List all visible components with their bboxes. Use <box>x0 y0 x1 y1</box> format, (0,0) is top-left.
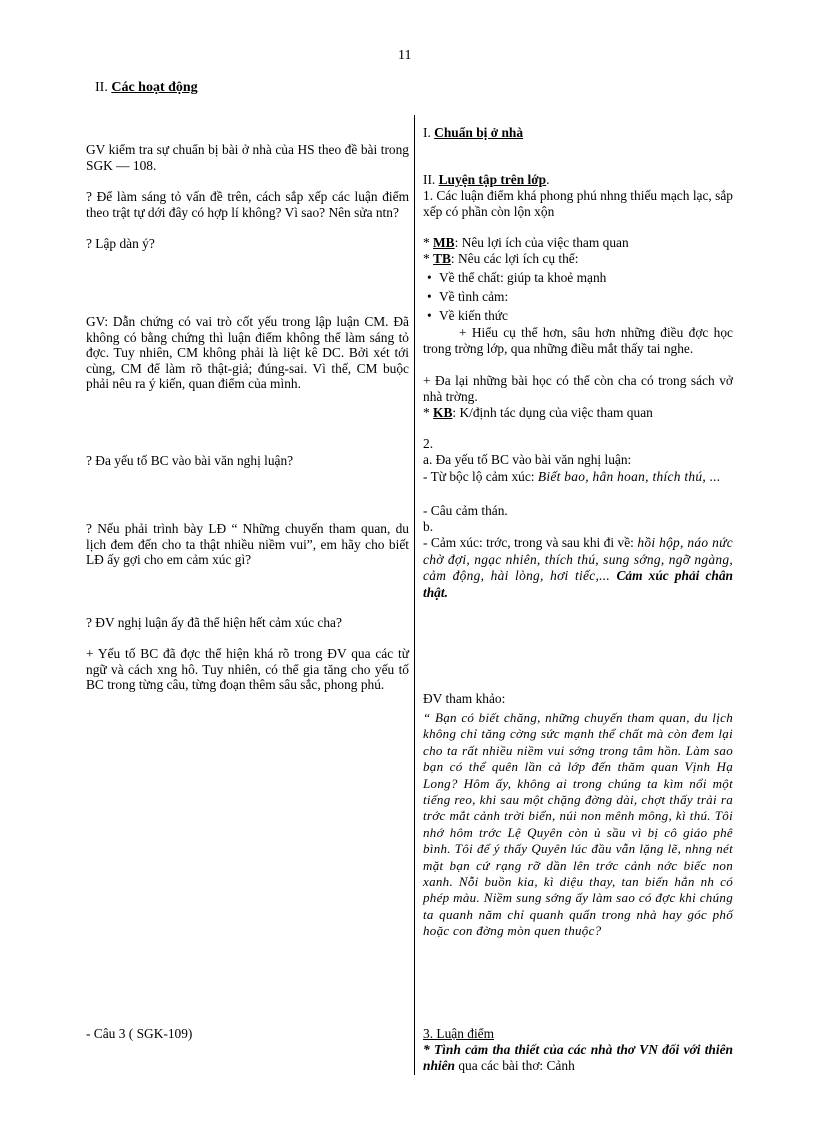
item-3-star: * <box>423 1042 434 1057</box>
left-block-5: ? Nếu phải trình bày LĐ “ Những chuyến tham quan, du lịch đem đến cho ta thật nhiều niềm vui”, em hãy cho biết LĐ ấy gợi cho em cảm xúc gì? <box>86 521 409 567</box>
bullet-dot-icon: • <box>427 270 432 285</box>
item-3-heading-text: 3. Luận điểm <box>423 1026 495 1041</box>
heading-2-title: Luyện tập trên lớp <box>438 172 547 187</box>
kb-label: KB <box>433 405 453 420</box>
mb-label: MB <box>433 235 455 250</box>
mb-text: : Nêu lợi ích của việc tham quan <box>454 235 629 250</box>
bullet-dot-icon: • <box>427 289 432 304</box>
item-a-1 <box>423 468 733 485</box>
mb-star: * <box>423 235 434 250</box>
heading-2-prefix: II. <box>423 172 439 187</box>
heading-2-suffix: . <box>546 172 550 187</box>
item-3-bold: Tình cảm tha thiết của các nhà thơ VN đối với thiên nhiên <box>423 1042 733 1073</box>
bullet-text: Về thể chất: giúp ta khoẻ mạnh <box>439 270 607 285</box>
left-block-2-outline: ? Lập dàn ý? <box>86 236 155 251</box>
mb-line <box>423 235 733 251</box>
item-b-1-conclusion: Cảm xúc phải chân thật. <box>423 568 734 600</box>
left-block-3: GV: Dẫn chứng có vai trò cốt yếu trong lập luận CM. Đã không có bằng chứng thì luận điểm không thể làm sáng tỏ đợc. Tuy nhiên, CM không phải là liệt kê DC. Bởi xét tới cùng, CM để làm rõ thật-giả; đúng-sai. Vì thế, CM buộc phải nêu ra ý kiến, quan điểm của mình. <box>86 314 409 391</box>
plus-item-1-text: + Hiểu cụ thể hơn, sâu hơn những điều đợc học trong trờng lớp, qua những điều mắt thấy tai nghe. <box>423 325 733 356</box>
left-block-2-question: ? Để làm sáng tỏ vấn đề trên, cách sắp xếp các luận điểm theo trật tự dới đây có hợp lí không? Vì sao? Nên sửa ntn? <box>86 189 409 220</box>
heading-1-title: Chuẩn bị ở nhà <box>434 125 524 140</box>
right-heading-1 <box>423 125 733 141</box>
left-block-6-answer: + Yếu tố BC đã đợc thể hiện khá rõ trong ĐV qua các từ ngữ và cách xng hô. Tuy nhiên, có thể gia tăng cho yếu tố BC trong từng câu, từng đoạn thêm sâu sắc, phong phú. <box>86 646 409 692</box>
bullet-text: Về tình cảm: <box>439 289 509 304</box>
item-b-1-prefix: - Cảm xúc: trớc, trong và sau khi đi về: <box>423 535 638 550</box>
item-a-1-prefix: - Từ bộc lộ cảm xúc: <box>423 469 538 484</box>
left-block-1: GV kiểm tra sự chuẩn bị bài ở nhà của HS theo đề bài trong SGK — 108. <box>86 142 409 173</box>
left-block-7: - Câu 3 ( SGK-109) <box>86 1026 193 1041</box>
tb-bullet-list <box>423 268 733 325</box>
item-3-body <box>423 1042 733 1073</box>
kb-text: : K/định tác dụng của việc tham quan <box>452 405 653 420</box>
bullet-text: Về kiến thức <box>439 308 508 323</box>
item-3-heading <box>423 1026 733 1042</box>
page-number: 11 <box>398 48 412 63</box>
heading-1-prefix: I. <box>423 125 435 140</box>
right-point-1: 1. Các luận điểm khá phong phú nhng thiếu mạch lạc, sắp xếp có phần còn lộn xộn <box>423 188 733 219</box>
right-heading-2 <box>423 172 733 188</box>
item-b-1 <box>423 535 733 601</box>
section-heading <box>95 80 198 96</box>
tb-star: * <box>423 251 434 266</box>
column-divider <box>414 115 415 1075</box>
bullet-item <box>423 287 733 306</box>
kb-line <box>423 405 733 421</box>
tb-text: : Nêu các lợi ích cụ thể: <box>450 251 579 266</box>
item-b-1-examples: hồi hộp, náo nức chờ đợi, ngạc nhiên, thích thú, sung sớng, ngỡ ngàng, cảm động, hài lòng, hơi tiếc,... <box>423 535 733 583</box>
left-block-4: ? Đa yếu tố BC vào bài văn nghị luận? <box>86 453 294 468</box>
item-b-heading: b. <box>423 519 434 534</box>
plus-item-2 <box>423 373 733 404</box>
item-2-number: 2. <box>423 436 434 451</box>
tb-line <box>423 251 733 267</box>
plus-item-2-text: + Đa lại những bài học có thể còn cha có trong sách vở nhà trờng. <box>423 373 733 404</box>
section-prefix: II. <box>95 80 112 95</box>
bullet-dot-icon: • <box>427 308 432 323</box>
item-a-1-examples: Biết bao, hân hoan, thích thú, ... <box>537 469 721 484</box>
kb-star: * <box>423 405 434 420</box>
bullet-item <box>423 268 733 287</box>
item-3-tail: qua các bài thơ: Cảnh <box>455 1057 575 1073</box>
dv-label: ĐV tham khảo: <box>423 691 506 706</box>
item-a-heading: a. Đa yếu tố BC vào bài văn nghị luận: <box>423 452 632 467</box>
section-title: Các hoạt động <box>111 80 198 95</box>
left-block-6-question: ? ĐV nghị luận ấy đã thể hiện hết cảm xúc cha? <box>86 615 342 630</box>
bullet-item <box>423 306 733 325</box>
plus-item-1 <box>423 325 733 356</box>
item-a-2: - Câu cảm thán. <box>423 503 508 518</box>
tb-label: TB <box>433 251 451 266</box>
dv-reference-text: “ Bạn có biết chăng, những chuyến tham quan, du lịch không chỉ tăng cờng sức mạnh thể chất mà còn đem lại cho ta rất nhiều niềm vui sớng trong tâm hồn. Làm sao bạn có thể quên lần cả lớp đến thăm quan Vịnh Hạ Long? Hôm ấy, không ai trong chúng ta kìm nổi một tiếng reo, khi sau một chặng đờng dài, chợt thấy trải ra trớc mắt cảnh trời biển, núi non mênh mông, kì thú. Tôi nhớ hôm trớc Lệ Quyên còn ủ sầu vì bị cô giáo phê bình. Tôi để ý thấy Quyên lúc đầu vẫn lặng lẽ, nhng nét mặt bạn cứ rạng rỡ dần lên trớc cảnh nớc biếc non xanh. Nỗi buồn kia, kì diệu thay, tan biến hẳn nh có phép màu. Niềm sung sớng ấy làm sao có đợc khi chúng ta quanh năm chỉ quanh quẩn trong nhà hay góc phố hoặc con đờng mòn quen thuộc? <box>423 710 733 939</box>
